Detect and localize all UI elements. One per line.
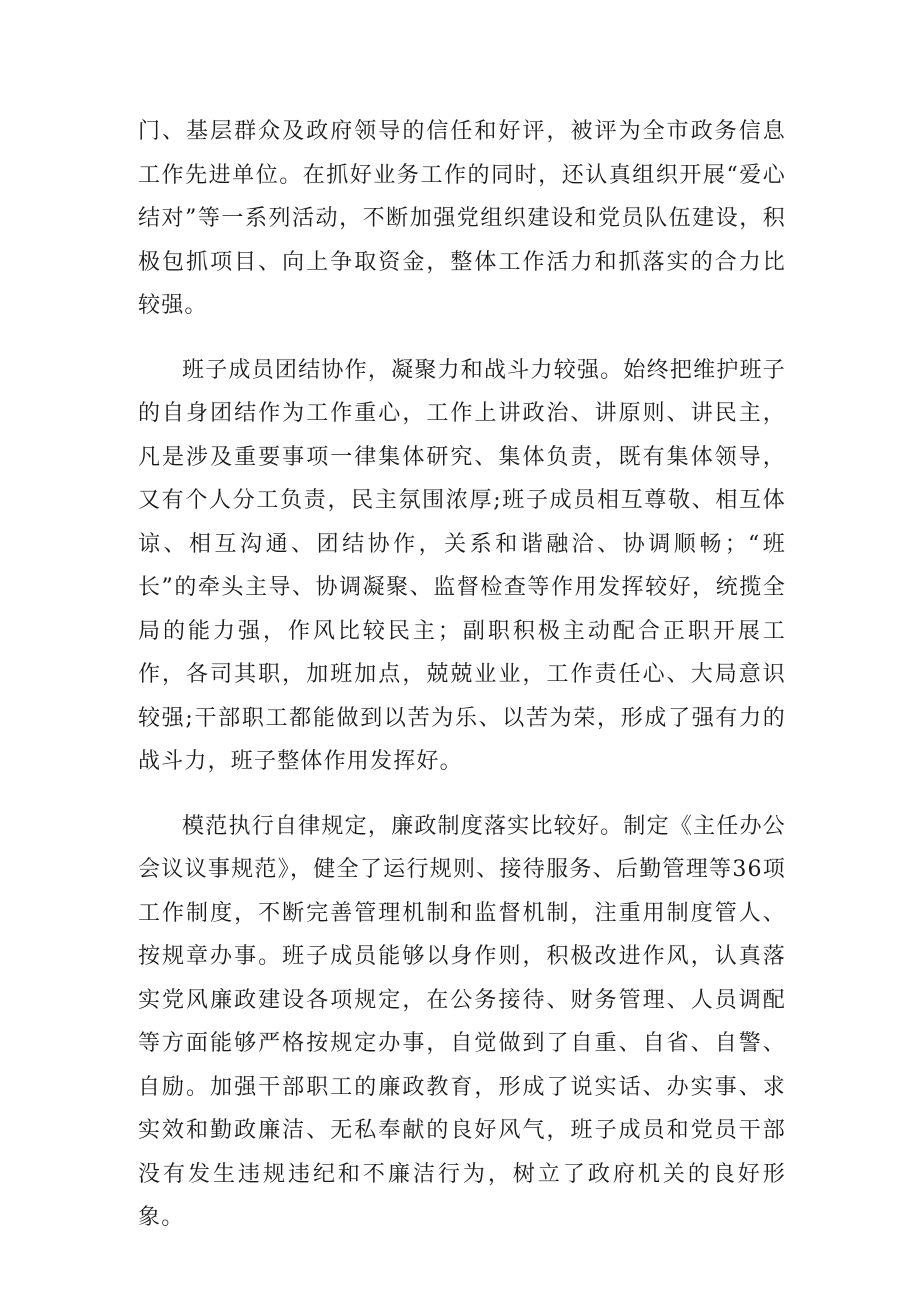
paragraph-1: 门、基层群众及政府领导的信任和好评，被评为全市政务信息工作先进单位。在抓好业务工作的同时，还认真组织开展“爱心结对”等一系列活动，不断加强党组织建设和党员队伍建设，积极包抓项目、向上争取资金，整体工作活力和抓落实的合力比较强。 (138, 119, 786, 318)
paragraph-gap (138, 328, 786, 349)
paragraph-3: 模范执行自律规定，廉政制度落实比较好。制定《主任办公会议议事规范》，健全了运行规则、接待服务、后勤管理等36项工作制度，不断完善管理机制和监督机制，注重用制度管人、按规章办事。班子成员能够以身作则，积极改进作风，认真落实党风廉政建设各项规定，在公务接待、财务管理、人员调配等方面能够严格按规定办事，自觉做到了自重、自省、自警、自励。加强干部职工的廉政教育，形成了说实话、办实事、求实效和勤政廉洁、无私奉献的良好风气，班子成员和党员干部没有发生违规违纪和不廉洁行为，树立了政府机关的良好形象。 (138, 813, 786, 1230)
paragraph-2: 班子成员团结协作，凝聚力和战斗力较强。始终把维护班子的自身团结作为工作重心，工作上讲政治、讲原则、讲民主，凡是涉及重要事项一律集体研究、集体负责，既有集体领导，又有个人分工负责，民主氛围浓厚;班子成员相互尊敬、相互体谅、相互沟通、团结协作，关系和谐融洽、协调顺畅；“班长”的牵头主导、协调凝聚、监督检查等作用发挥较好，统揽全局的能力强，作风比较民主；副职积极主动配合正职开展工作，各司其职，加班加点，兢兢业业，工作责任心、大局意识较强;干部职工都能做到以苦为乐、以苦为荣，形成了强有力的战斗力，班子整体作用发挥好。 (138, 357, 786, 774)
document-body (138, 110, 786, 1240)
paragraph-gap (138, 784, 786, 805)
